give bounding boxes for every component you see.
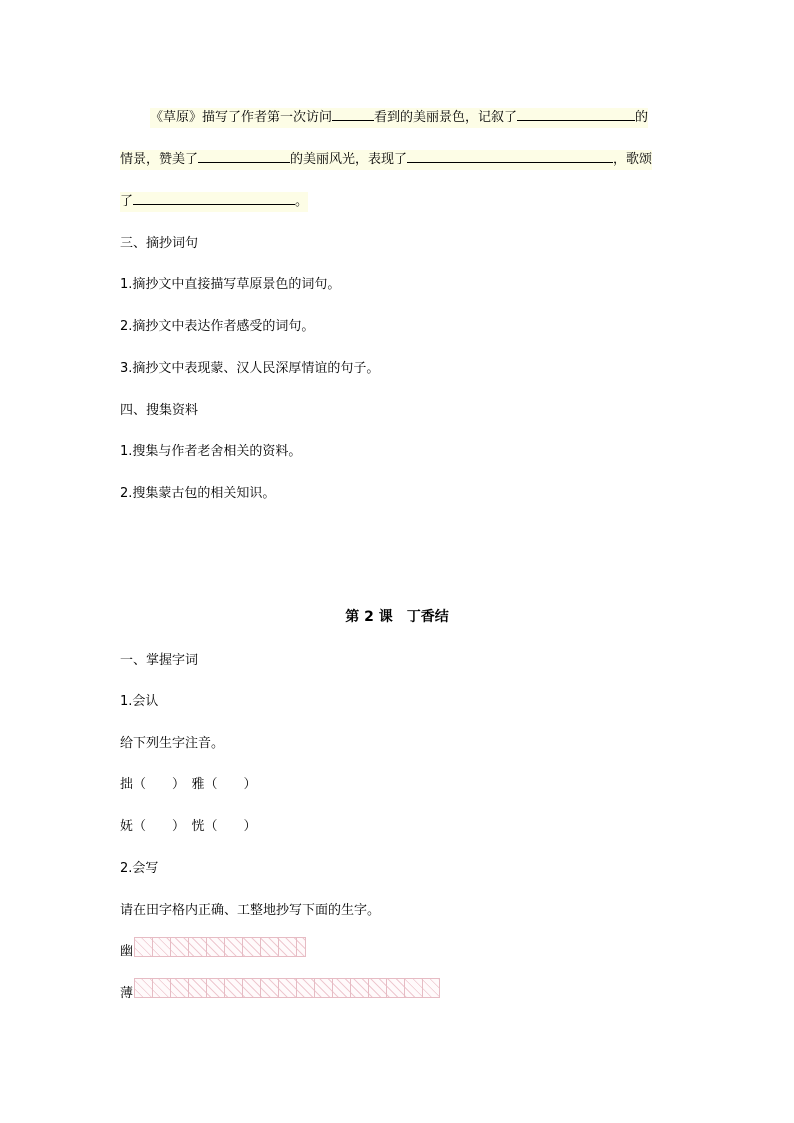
passage-line-3 [120, 192, 308, 212]
tianzige-grid[interactable] [134, 937, 306, 957]
fill-blank[interactable] [407, 150, 613, 163]
passage-text: 。 [295, 194, 309, 209]
section-heading: 三、摘抄词句 [120, 236, 199, 251]
fill-blank[interactable] [332, 108, 374, 121]
passage-text: 看到的美丽景色，记叙了 [374, 110, 518, 125]
section-item: 2.搜集蒙古包的相关知识。 [120, 486, 276, 501]
passage-text: 情景，赞美了 [120, 152, 199, 167]
sub-heading: 2.会写 [120, 861, 159, 876]
fill-blank[interactable] [198, 150, 290, 163]
pinyin-row: 拙（ ） 雅（ ） [120, 777, 257, 792]
write-char: 幽 [120, 944, 134, 959]
tianzige-grid[interactable] [134, 978, 440, 998]
instruction: 给下列生字注音。 [120, 736, 225, 751]
fill-blank[interactable] [517, 108, 635, 121]
passage-text: 的 [635, 110, 649, 125]
section-heading: 四、搜集资料 [120, 403, 199, 418]
passage-text: 《草原》描写了作者第一次访问 [150, 110, 333, 125]
section-heading: 一、掌握字词 [120, 653, 199, 668]
passage-text: 了 [120, 194, 134, 209]
sub-heading: 1.会认 [120, 694, 159, 709]
section-item: 2.摘抄文中表达作者感受的词句。 [120, 319, 315, 334]
pinyin-row: 妩（ ） 恍（ ） [120, 819, 257, 834]
passage-text: ，歌颂 [613, 152, 653, 167]
write-char: 薄 [120, 986, 134, 1001]
lesson-title: 第 2 课 丁香结 [345, 609, 449, 625]
section-item: 1.摘抄文中直接描写草原景色的词句。 [120, 277, 341, 292]
instruction: 请在田字格内正确、工整地抄写下面的生字。 [120, 903, 381, 918]
passage-line-2 [120, 150, 652, 170]
section-item: 3.摘抄文中表现蒙、汉人民深厚情谊的句子。 [120, 361, 380, 376]
section-item: 1.搜集与作者老舍相关的资料。 [120, 444, 302, 459]
passage-text: 的美丽风光，表现了 [290, 152, 408, 167]
passage-line-1 [150, 108, 648, 128]
fill-blank[interactable] [133, 192, 295, 205]
